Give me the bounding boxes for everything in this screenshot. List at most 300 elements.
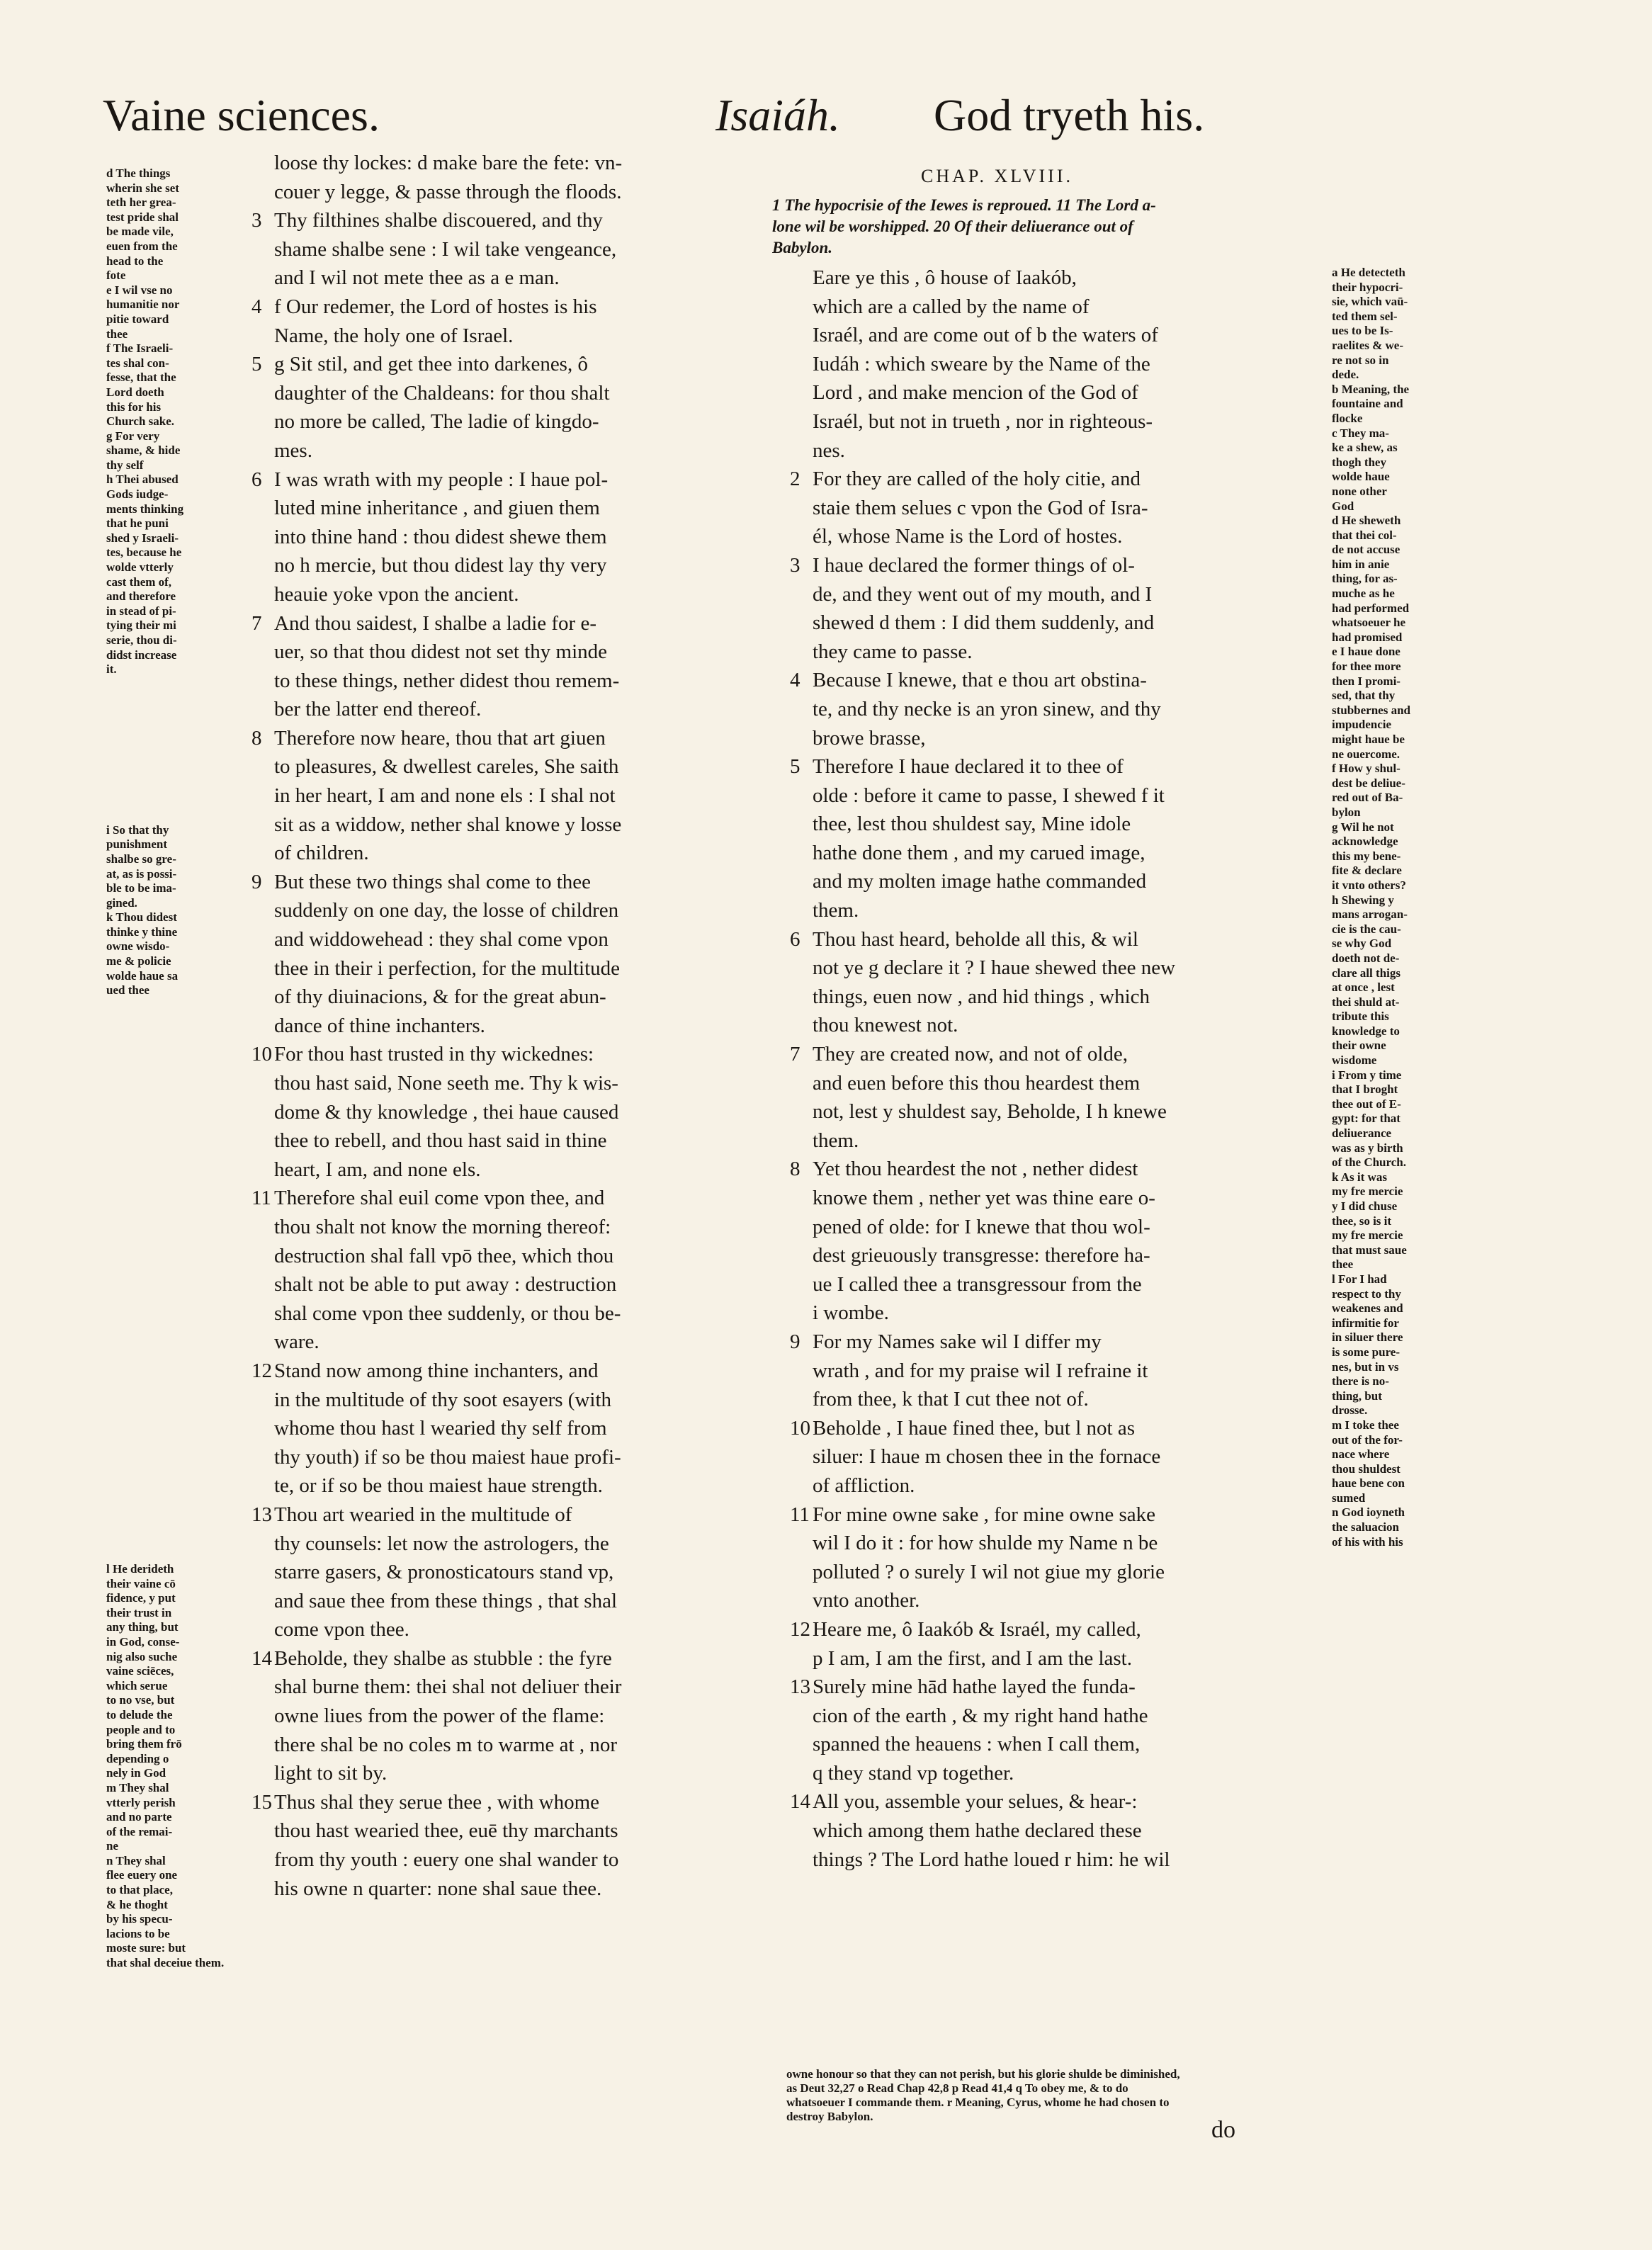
verse-line	[790, 321, 1328, 350]
margin-note-line	[106, 691, 241, 706]
verse-text: of affliction.	[813, 1474, 915, 1497]
verse-text: and euen before this thou heardest them	[813, 1071, 1141, 1095]
verse-text: vnto another.	[813, 1589, 920, 1612]
margin-note-line: e I haue done	[1332, 645, 1401, 659]
margin-note-line: doeth not de-	[1332, 951, 1400, 965]
verse-line	[790, 407, 1328, 436]
verse-line	[251, 1443, 786, 1472]
margin-note-line: tes, because he	[106, 545, 182, 560]
verse-number: 3	[251, 209, 262, 232]
margin-note-line: raelites & we-	[1332, 338, 1404, 352]
verse-text: mes.	[274, 439, 312, 462]
margin-note-line: ne ouercome.	[1332, 747, 1400, 761]
margin-note-line: deliuerance	[1332, 1126, 1392, 1141]
verse-text: wil I do it : for how shulde my Name n be	[813, 1532, 1158, 1555]
margin-note-line: fidence, y put	[106, 1591, 176, 1605]
margin-note-line: g For very	[106, 429, 160, 443]
verse-line	[790, 896, 1328, 925]
margin-note-line: that I broght	[1332, 1082, 1398, 1097]
margin-note-line: h Thei abused	[106, 473, 179, 487]
verse-number: 8	[790, 1158, 800, 1181]
verse-line	[251, 1644, 786, 1673]
margin-note-line	[106, 750, 241, 765]
margin-note-line: & he thoght	[106, 1897, 168, 1911]
verse-text: uer, so that thou didest not set thy minde	[274, 640, 608, 664]
verse-text: Thus shal they serue thee , with whome	[274, 1790, 600, 1814]
verse-text: Iudáh : which sweare by the Name of the	[813, 352, 1150, 375]
verse-line	[790, 1673, 1328, 1702]
margin-note-line: red out of Ba-	[1332, 791, 1403, 805]
verse-line	[251, 1414, 786, 1443]
margin-note-line: in siluer there	[1332, 1330, 1403, 1345]
margin-note-line: ments thinking	[106, 502, 184, 516]
verse-line	[790, 580, 1328, 609]
verse-line	[790, 638, 1328, 667]
verse-line	[790, 551, 1328, 580]
verse-text: starre gasers, & pronosticatours stand vp,	[274, 1561, 614, 1584]
margin-note-line: wolde haue	[1332, 470, 1390, 484]
margin-note-line: in God, conse-	[106, 1634, 180, 1649]
verse-number: 5	[790, 755, 800, 779]
verse-line	[790, 465, 1328, 494]
verse-text: staie them selues c vpon the God of Isra-	[813, 496, 1148, 519]
verse-line	[251, 1213, 786, 1242]
margin-note-line: him in anie	[1332, 557, 1390, 571]
verse-line	[251, 322, 786, 351]
margin-note-line: fite & declare	[1332, 864, 1402, 878]
verse-text: q they stand vp together.	[813, 1761, 1014, 1785]
margin-note-line: i So that thy	[106, 822, 169, 837]
margin-note-line: cast them of,	[106, 575, 172, 589]
verse-line	[251, 638, 786, 667]
verse-text: te, or if so be thou maiest haue strength.	[274, 1474, 603, 1498]
margin-note-line: had performed	[1332, 601, 1410, 615]
margin-note-line: then I promi-	[1332, 674, 1401, 688]
verse-line	[251, 667, 786, 696]
margin-note-line: my fre mercie	[1332, 1185, 1403, 1199]
verse-text: I was wrath with my people : I haue pol-	[274, 468, 609, 491]
verse-text: which are a called by the name of	[813, 295, 1090, 318]
verse-text: f Our redemer, the Lord of hostes is his	[274, 295, 597, 318]
verse-line	[790, 1816, 1328, 1845]
verse-text: in the multitude of thy soot esayers (with	[274, 1388, 612, 1411]
verse-text: browe brasse,	[813, 726, 926, 750]
verse-text: things ? The Lord hathe loued r him: he wil	[813, 1848, 1170, 1871]
margin-note-line	[106, 735, 241, 750]
left-margin-notes-lower	[106, 1562, 241, 1971]
verse-text: and widdowehead : they shal come vpon	[274, 928, 609, 951]
verse-text: no more be called, The ladie of kingdo-	[274, 410, 599, 434]
verse-text: thee, lest thou shuldest say, Mine idole	[813, 813, 1131, 836]
verse-line	[790, 1471, 1328, 1500]
verse-text: g Sit stil, and get thee into darkenes, ô	[274, 353, 588, 376]
margin-note-line: of his with his	[1332, 1534, 1403, 1549]
margin-note-line	[106, 794, 241, 809]
verse-number: 11	[251, 1187, 271, 1210]
footnotes	[786, 2067, 1410, 2124]
margin-note-line: owne wisdo-	[106, 939, 170, 954]
verse-text: Eare ye this , ô house of Iaakób,	[813, 266, 1077, 289]
margin-note-line: punishment	[106, 837, 167, 852]
verse-text: couer y legge, & passe through the floods.	[274, 180, 622, 203]
margin-note-line: of the Church.	[1332, 1155, 1406, 1170]
margin-note-line: bring them frō	[106, 1737, 182, 1751]
margin-note-line: cie is the cau-	[1332, 922, 1401, 936]
verse-text: Israél, but not in trueth , nor in righteous-	[813, 409, 1153, 433]
verse-line	[790, 839, 1328, 868]
verse-line	[790, 1558, 1328, 1587]
verse-text: and my molten image hathe commanded	[813, 870, 1147, 893]
verse-text: shal come vpon thee suddenly, or thou be-	[274, 1301, 621, 1325]
verse-line	[251, 1587, 786, 1616]
margin-note-line: mans arrogan-	[1332, 908, 1408, 922]
verse-line	[790, 1586, 1328, 1615]
verse-line	[790, 293, 1328, 322]
margin-note-line: tying their mi	[106, 618, 176, 633]
verse-line	[251, 1242, 786, 1271]
verse-text: and I wil not mete thee as a e man.	[274, 266, 560, 290]
margin-note-line: h Shewing y	[1332, 893, 1394, 907]
verse-text: and saue thee from these things , that shal	[274, 1589, 618, 1612]
verse-number: 6	[790, 927, 800, 951]
footnote-line: owne honour so that they can not perish, but his glorie shulde be diminished,	[786, 2067, 1180, 2081]
verse-number: 13	[790, 1675, 810, 1699]
margin-note-line: c They ma-	[1332, 426, 1389, 440]
verse-text: Lord , and make mencion of the God of	[813, 381, 1138, 405]
margin-note-line: nace where	[1332, 1447, 1390, 1462]
margin-note-line: is some pure-	[1332, 1345, 1401, 1359]
margin-note-line: nig also suche	[106, 1649, 178, 1663]
verse-line	[790, 1184, 1328, 1213]
verse-text: knowe them , nether yet was thine eare o-	[813, 1187, 1155, 1209]
verse-text: Israél, and are come out of b the waters of	[813, 324, 1158, 347]
verse-text: there shal be no coles m to warme at , nor	[274, 1733, 617, 1756]
margin-note-line: that thei col-	[1332, 528, 1397, 542]
margin-note-line: their vaine cō	[106, 1576, 176, 1590]
verse-text: polluted ? o surely I wil not giue my glorie	[813, 1560, 1165, 1583]
summary-line: 1 The hypocrisie of the Iewes is reproued. 11 The Lord a-	[772, 196, 1156, 214]
left-margin-notes	[106, 166, 241, 998]
verse-line	[790, 1730, 1328, 1759]
verse-line	[251, 1040, 786, 1069]
verse-text: Thy filthines shalbe discouered, and thy	[274, 209, 603, 232]
margin-note-line: that he puni	[106, 516, 169, 531]
margin-note-line: whatsoeuer he	[1332, 616, 1406, 630]
margin-note-line: muche as he	[1332, 587, 1395, 601]
verse-text: shewed d them : I did them suddenly, and	[813, 611, 1155, 635]
margin-note-line: ke a shew, as	[1332, 441, 1398, 455]
verse-text: his owne n quarter: none shal saue thee.	[274, 1877, 602, 1900]
margin-note-line: God	[1332, 499, 1354, 513]
margin-note-line: vtterly perish	[106, 1795, 176, 1809]
verse-line	[790, 867, 1328, 896]
verse-text: p I am, I am the first, and I am the last.	[813, 1646, 1132, 1670]
verse-line	[251, 379, 786, 408]
verse-line	[790, 494, 1328, 523]
verse-line	[790, 752, 1328, 781]
verse-text: For mine owne sake , for mine owne sake	[813, 1503, 1156, 1526]
verse-text: from thy youth : euery one shal wander to	[274, 1848, 619, 1872]
margin-note-line	[106, 706, 241, 721]
margin-note-line: vaine sciēces,	[106, 1664, 174, 1678]
verse-line	[790, 1357, 1328, 1386]
margin-note-line: tes shal con-	[106, 356, 169, 370]
verse-text: they came to passe.	[813, 640, 973, 663]
margin-note-line: didst increase	[106, 648, 177, 662]
margin-note-line: d He sheweth	[1332, 514, 1401, 528]
margin-note-line: people and to	[106, 1722, 176, 1736]
verse-text: owne liues from the power of the flame:	[274, 1705, 605, 1728]
margin-note-line: thee	[106, 327, 128, 341]
margin-note-line: k Thou didest	[106, 910, 177, 925]
verse-text: thou hast said, None seeth me. Thy k wis-	[274, 1072, 618, 1095]
verse-text: to pleasures, & dwellest careles, She saith	[274, 755, 619, 779]
margin-note-line: g Wil he not	[1332, 820, 1394, 834]
margin-note-line: lacions to be	[106, 1926, 170, 1940]
running-head-left: Vaine sciences.	[103, 90, 380, 140]
verse-text: not, lest y shuldest say, Beholde, I h knewe	[813, 1100, 1167, 1124]
verse-text: ware.	[274, 1330, 319, 1354]
margin-note-line: sed, that thy	[1332, 689, 1396, 703]
verse-number: 12	[790, 1617, 810, 1641]
margin-note-line	[106, 677, 241, 692]
margin-note-line	[106, 779, 241, 794]
verse-text: Name, the holy one of Israel.	[274, 324, 514, 347]
verse-line	[251, 810, 786, 839]
margin-note-line: l He derideth	[106, 1562, 174, 1576]
margin-note-line: a He detecteth	[1332, 266, 1405, 279]
verse-text: I haue declared the former things of ol-	[813, 553, 1135, 577]
verse-text: thee in their i perfection, for the multitude	[274, 956, 621, 980]
margin-note-line: fesse, that the	[106, 371, 176, 385]
verse-text: thou hast wearied thee, euē thy marchants	[274, 1819, 618, 1843]
margin-note-line: any thing, but	[106, 1620, 179, 1634]
verse-text: Because I knewe, that e thou art obstina-	[813, 669, 1147, 692]
verse-line	[790, 1702, 1328, 1731]
margin-note-line: drosse.	[1332, 1403, 1368, 1418]
margin-note-line: f The Israeli-	[106, 341, 174, 356]
verse-line	[790, 1270, 1328, 1299]
verse-text: whome thou hast l wearied thy self from	[274, 1417, 607, 1440]
margin-note-line: dede.	[1332, 368, 1359, 382]
verse-line	[251, 1471, 786, 1500]
verse-line	[251, 149, 786, 178]
margin-note-line: of the remai-	[106, 1824, 173, 1838]
margin-note-line: to no vse, but	[106, 1693, 175, 1707]
verse-text: sit as a widdow, nether shal knowe y losse	[274, 813, 622, 836]
verse-line	[251, 1845, 786, 1875]
margin-note-line: ne	[106, 1839, 118, 1853]
margin-note-line: y I did chuse	[1332, 1199, 1398, 1213]
verse-text: from thee, k that I cut thee not of.	[813, 1388, 1089, 1411]
verse-line	[251, 868, 786, 897]
margin-note-line: wisdome	[1332, 1053, 1377, 1068]
margin-note-line: dest be deliue-	[1332, 776, 1405, 790]
margin-note-line: Lord doeth	[106, 385, 164, 399]
verse-line	[251, 1299, 786, 1328]
margin-note-line: thee out of E-	[1332, 1097, 1401, 1111]
verse-line	[251, 1615, 786, 1644]
margin-note-line: was as y birth	[1332, 1141, 1403, 1155]
verse-line	[251, 580, 786, 609]
verse-text: But these two things shal come to thee	[274, 870, 592, 893]
margin-note-line: Church sake.	[106, 414, 175, 429]
margin-note-line: and therefore	[106, 589, 176, 604]
margin-note-line: out of the for-	[1332, 1432, 1403, 1447]
verse-text: to these things, nether didest thou remem-	[274, 669, 620, 692]
verse-number: 13	[251, 1503, 272, 1526]
margin-note-line: respect to thy	[1332, 1287, 1401, 1301]
verse-line	[790, 264, 1328, 293]
verse-line	[251, 178, 786, 207]
verse-line	[251, 983, 786, 1012]
margin-note-line: it.	[106, 662, 117, 677]
verse-text: spanned the heauens : when I call them,	[813, 1733, 1141, 1756]
verse-line	[790, 1040, 1328, 1069]
verse-line	[790, 1759, 1328, 1788]
margin-note-line: gined.	[106, 895, 137, 910]
margin-note-line: m They shal	[106, 1780, 169, 1794]
verse-line	[790, 522, 1328, 551]
verse-number: 4	[790, 669, 800, 692]
verse-line	[790, 1241, 1328, 1270]
verse-line	[251, 264, 786, 293]
margin-note-line: gypt: for that	[1332, 1112, 1401, 1126]
margin-note-line: shalbe so gre-	[106, 852, 176, 866]
summary-line: lone wil be worshipped. 20 Of their deliuerance out of	[772, 217, 1133, 235]
column-left-text	[251, 149, 786, 1903]
margin-note-line: had promised	[1332, 630, 1403, 644]
verse-line	[251, 494, 786, 523]
verse-line	[790, 1787, 1328, 1816]
margin-note-line: knowledge to	[1332, 1024, 1400, 1038]
verse-text: Thou hast heard, beholde all this, & wil	[813, 927, 1138, 951]
margin-note-line: teth her grea-	[106, 196, 176, 210]
verse-line	[790, 810, 1328, 839]
verse-line	[251, 407, 786, 436]
margin-note-line: n They shal	[106, 1853, 166, 1867]
verse-line	[251, 839, 786, 868]
margin-note-line: haue bene con	[1332, 1476, 1405, 1491]
verse-number: 8	[251, 726, 262, 750]
verse-line	[251, 925, 786, 954]
verse-line	[790, 609, 1328, 638]
verse-number: 11	[790, 1503, 810, 1526]
verse-number: 6	[251, 468, 262, 491]
verse-text: olde : before it came to passe, I shewed f it	[813, 784, 1165, 807]
margin-note-line: infirmitie for	[1332, 1316, 1399, 1330]
verse-line	[790, 1213, 1328, 1242]
margin-note-line: sie, which vaū-	[1332, 295, 1408, 309]
verse-text: thee to rebell, and thou hast said in thine	[274, 1129, 607, 1153]
margin-note-line: my fre mercie	[1332, 1228, 1403, 1243]
margin-note-line: which serue	[106, 1678, 168, 1692]
verse-number: 10	[251, 1043, 272, 1066]
margin-note-line: depending o	[106, 1751, 169, 1765]
chapter-summary	[772, 195, 1339, 259]
verse-line	[251, 1875, 786, 1904]
margin-note-line: flocke	[1332, 411, 1363, 425]
verse-line	[251, 235, 786, 264]
margin-note-line: humanitie nor	[106, 298, 180, 312]
margin-note-line: ued thee	[106, 983, 149, 997]
verse-text: Therefore I haue declared it to thee of	[813, 755, 1124, 779]
margin-note-line: to delude the	[106, 1707, 173, 1722]
verse-number: 7	[251, 611, 262, 635]
verse-line	[251, 1673, 786, 1702]
verse-text: They are created now, and not of olde,	[813, 1043, 1128, 1066]
verse-line	[251, 1184, 786, 1213]
verse-line	[790, 1155, 1328, 1184]
verse-number: 14	[251, 1646, 272, 1670]
verse-line	[790, 1845, 1328, 1875]
margin-note-line: stubbernes and	[1332, 703, 1411, 717]
margin-note-line: d The things	[106, 166, 171, 180]
verse-line	[790, 954, 1328, 983]
verse-line	[790, 1126, 1328, 1155]
verse-line	[251, 1069, 786, 1098]
verse-text: suddenly on one day, the losse of children	[274, 899, 619, 922]
verse-text: Beholde , I haue fined thee, but l not as	[813, 1416, 1136, 1440]
margin-note-line: wherin she set	[106, 181, 179, 195]
verse-line	[790, 1385, 1328, 1414]
margin-note-line: it vnto others?	[1332, 878, 1406, 892]
verse-line	[790, 666, 1328, 695]
verse-text: For thou hast trusted in thy wickednes:	[274, 1043, 594, 1066]
margin-note-line: pitie toward	[106, 312, 169, 326]
margin-note-line: thogh they	[1332, 455, 1386, 469]
margin-note-line: that must saue	[1332, 1243, 1407, 1257]
verse-line	[790, 1500, 1328, 1530]
verse-line	[790, 1069, 1328, 1098]
verse-text: nes.	[813, 439, 845, 462]
margin-note-line: there is no-	[1332, 1374, 1389, 1389]
verse-number: 7	[790, 1043, 800, 1066]
margin-note-line: serie, thou di-	[106, 633, 177, 647]
verse-text: Thou art wearied in the multitude of	[274, 1503, 572, 1526]
verse-number: 14	[790, 1790, 810, 1814]
verse-number: 3	[790, 553, 800, 577]
margin-note-line: weakenes and	[1332, 1301, 1403, 1316]
verse-line	[790, 436, 1328, 465]
verse-line	[251, 1012, 786, 1041]
verse-text: All you, assemble your selues, & hear-:	[813, 1790, 1138, 1814]
margin-note-line: this my bene-	[1332, 849, 1401, 863]
verse-text: Yet thou heardest the not , nether didest	[813, 1158, 1138, 1181]
verse-text: Therefore shal euil come vpon thee, and	[274, 1187, 605, 1210]
verse-text: Surely mine hād hathe layed the funda-	[813, 1675, 1136, 1699]
summary-line: Babylon.	[772, 239, 832, 256]
verse-text: come vpon thee.	[274, 1618, 409, 1641]
verse-line	[790, 695, 1328, 724]
margin-note-line: that shal deceiue them.	[106, 1956, 225, 1970]
margin-note-line: fote	[106, 268, 126, 283]
verse-text: thy counsels: let now the astrologers, the	[274, 1532, 609, 1555]
verse-line	[790, 1299, 1328, 1328]
margin-note-line: shed y Israeli-	[106, 531, 179, 545]
verse-text: shal burne them: thei shal not deliuer their	[274, 1675, 622, 1699]
verse-line	[251, 724, 786, 753]
verse-number: 10	[790, 1416, 810, 1440]
margin-note-line: at once , lest	[1332, 980, 1395, 995]
verse-line	[790, 1414, 1328, 1443]
verse-number: 4	[251, 295, 262, 318]
verse-line	[251, 465, 786, 494]
verse-line	[251, 1270, 786, 1299]
verse-line	[251, 1759, 786, 1788]
verse-line	[251, 350, 786, 379]
verse-text: in her heart, I am and none els : I shal not	[274, 784, 616, 808]
